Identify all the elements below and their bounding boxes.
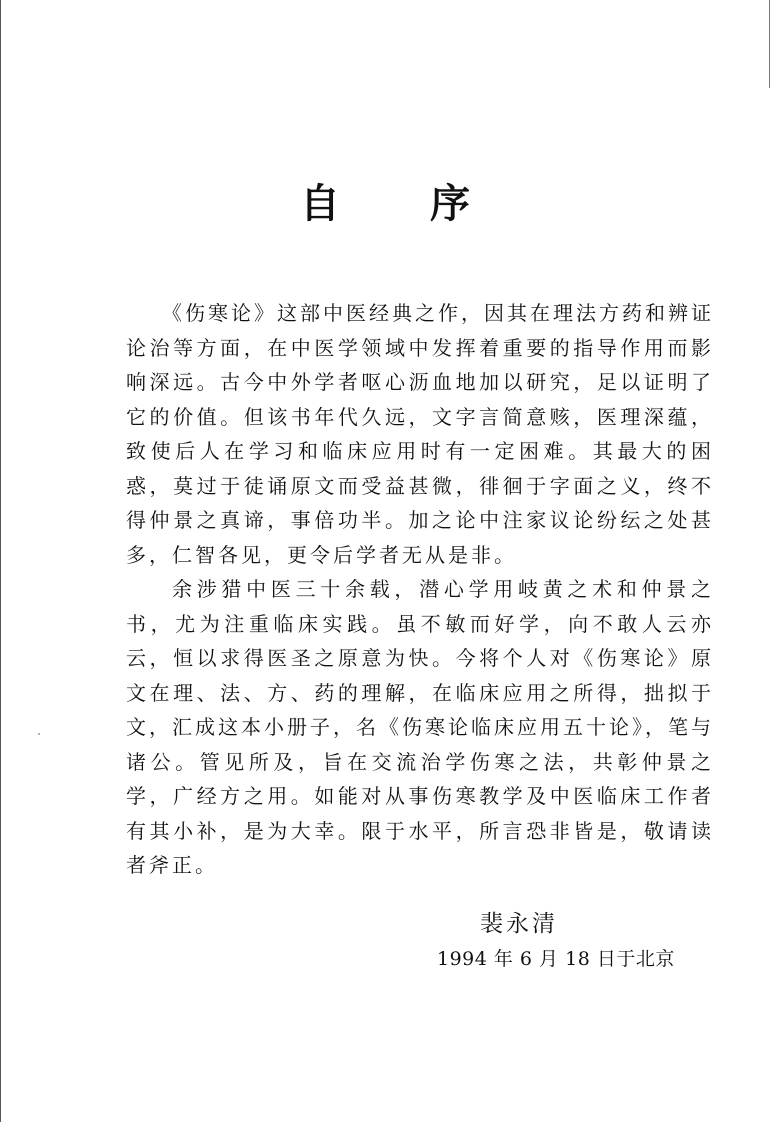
preface-body — [126, 296, 714, 883]
paragraph-1: 《伤寒论》这部中医经典之作，因其在理法方药和辨证论治等方面，在中医学领域中发挥着重要的指导作用而影响深远。古今中外学者呕心沥血地加以研究，足以证明了它的价值。但该书年代久远，文字言简意赅，医理深蕴，致使后人在学习和临床应用时有一定困难。其最大的困惑，莫过于徒诵原文而受益甚微，徘徊于字面之义，终不得仲景之真谛，事倍功半。加之论中注家议论纷纭之处甚多，仁智各见，更令后学者无从是非。 — [126, 301, 714, 567]
page-left-edge — [0, 0, 1, 1122]
author-signature: 裴永清 — [480, 911, 558, 937]
signing-date-place: 1994 年 6 月 18 日于北京 — [437, 948, 675, 970]
paragraph-2: 余涉猎中医三十余载，潜心学用岐黄之术和仲景之书，尤为注重临床实践。虽不敏而好学，向不敢人云亦云，恒以求得医圣之原意为快。今将个人对《伤寒论》原文在理、法、方、药的理解，在临床应用之所得，拙拟于文，汇成这本小册子，名《伤寒论临床应用五十论》，笔与诸公。管见所及，旨在交流治学伤寒之法，共彰仲景之学，广经方之用。如能对从事伤寒教学及中医临床工作者有其小补，是为大幸。限于水平，所言恐非皆是，敬请读者斧正。 — [126, 577, 714, 877]
scan-speck — [38, 733, 40, 735]
page-title: 自 序 — [300, 181, 508, 227]
